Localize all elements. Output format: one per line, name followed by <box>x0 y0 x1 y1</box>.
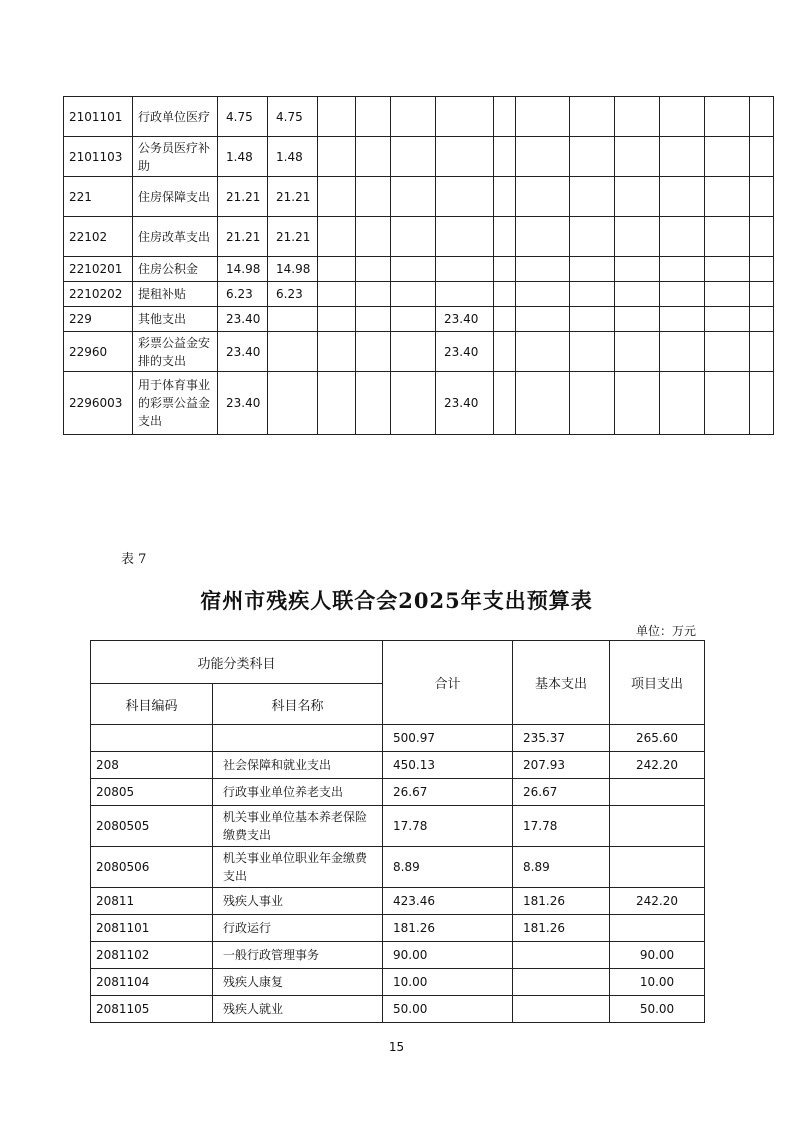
basic-value <box>513 942 610 969</box>
total-value: 17.78 <box>383 806 513 847</box>
project-value <box>610 806 705 847</box>
subject-name: 社会保障和就业支出 <box>213 752 383 779</box>
table-row <box>91 996 705 1023</box>
basic-value: 181.26 <box>513 888 610 915</box>
header-name: 科目名称 <box>213 684 383 725</box>
subject-code: 2210201 <box>64 257 133 282</box>
table-row <box>91 847 705 888</box>
total-value: 23.40 <box>218 332 268 372</box>
table-row <box>91 806 705 847</box>
project-value <box>610 847 705 888</box>
subject-code: 2081104 <box>91 969 213 996</box>
subject-code: 22102 <box>64 217 133 257</box>
subject-code: 2081101 <box>91 915 213 942</box>
subject-code: 2101103 <box>64 137 133 177</box>
header-total: 合计 <box>383 641 513 725</box>
subject-name: 行政事业单位养老支出 <box>213 779 383 806</box>
subject-name: 彩票公益金安排的支出 <box>133 332 218 372</box>
subject-code: 229 <box>64 307 133 332</box>
subject-name: 提租补贴 <box>133 282 218 307</box>
budget-table <box>90 640 705 1023</box>
subject-name: 住房保障支出 <box>133 177 218 217</box>
project-value <box>436 282 494 307</box>
total-value: 6.23 <box>218 282 268 307</box>
subject-code: 221 <box>64 177 133 217</box>
subject-code: 2080505 <box>91 806 213 847</box>
subject-code: 2101101 <box>64 97 133 137</box>
project-value: 242.20 <box>610 888 705 915</box>
basic-value: 1.48 <box>268 137 318 177</box>
table-row <box>64 307 774 332</box>
subject-code: 2081105 <box>91 996 213 1023</box>
project-value <box>436 177 494 217</box>
header-row <box>91 641 705 684</box>
basic-value: 4.75 <box>268 97 318 137</box>
table-row <box>91 725 705 752</box>
total-value: 90.00 <box>383 942 513 969</box>
project-value: 242.20 <box>610 752 705 779</box>
project-value <box>436 217 494 257</box>
basic-value: 207.93 <box>513 752 610 779</box>
project-value <box>436 257 494 282</box>
basic-value: 21.21 <box>268 177 318 217</box>
total-value: 423.46 <box>383 888 513 915</box>
total-value: 26.67 <box>383 779 513 806</box>
subject-name: 住房公积金 <box>133 257 218 282</box>
total-value: 4.75 <box>218 97 268 137</box>
project-value <box>436 97 494 137</box>
table-row <box>64 217 774 257</box>
basic-value: 8.89 <box>513 847 610 888</box>
subject-name <box>213 725 383 752</box>
basic-value: 14.98 <box>268 257 318 282</box>
table-row <box>91 969 705 996</box>
subject-code: 20805 <box>91 779 213 806</box>
subject-name: 机关事业单位职业年金缴费支出 <box>213 847 383 888</box>
total-value: 500.97 <box>383 725 513 752</box>
table-row <box>91 888 705 915</box>
basic-value: 21.21 <box>268 217 318 257</box>
project-value <box>436 137 494 177</box>
project-value <box>610 779 705 806</box>
subject-name: 残疾人康复 <box>213 969 383 996</box>
subject-name: 行政单位医疗 <box>133 97 218 137</box>
total-value: 1.48 <box>218 137 268 177</box>
subject-code: 2080506 <box>91 847 213 888</box>
subject-name: 残疾人就业 <box>213 996 383 1023</box>
subject-code: 2210202 <box>64 282 133 307</box>
subject-name: 住房改革支出 <box>133 217 218 257</box>
table-row <box>64 282 774 307</box>
subject-name: 公务员医疗补助 <box>133 137 218 177</box>
table-row <box>64 372 774 435</box>
project-value: 23.40 <box>436 372 494 435</box>
subject-code: 20811 <box>91 888 213 915</box>
basic-value <box>268 332 318 372</box>
header-project: 项目支出 <box>610 641 705 725</box>
total-value: 450.13 <box>383 752 513 779</box>
project-value: 23.40 <box>436 307 494 332</box>
page-title: 宿州市残疾人联合会2025年支出预算表 <box>200 588 593 613</box>
subject-code <box>91 725 213 752</box>
continued-expenditure-table <box>63 96 774 435</box>
subject-code: 2081102 <box>91 942 213 969</box>
project-value: 90.00 <box>610 942 705 969</box>
table-row <box>64 332 774 372</box>
table-row <box>91 915 705 942</box>
subject-code: 22960 <box>64 332 133 372</box>
subject-name: 用于体育事业的彩票公益金支出 <box>133 372 218 435</box>
header-function-category: 功能分类科目 <box>91 641 383 684</box>
subject-name: 其他支出 <box>133 307 218 332</box>
header-basic: 基本支出 <box>513 641 610 725</box>
table-row <box>64 177 774 217</box>
subject-name: 残疾人事业 <box>213 888 383 915</box>
project-value <box>610 915 705 942</box>
header-code: 科目编码 <box>91 684 213 725</box>
basic-value: 235.37 <box>513 725 610 752</box>
project-value: 265.60 <box>610 725 705 752</box>
total-value: 10.00 <box>383 969 513 996</box>
table-row <box>91 752 705 779</box>
total-value: 23.40 <box>218 307 268 332</box>
page-number: 15 <box>388 1040 405 1054</box>
total-value: 8.89 <box>383 847 513 888</box>
total-value: 181.26 <box>383 915 513 942</box>
basic-value <box>268 372 318 435</box>
table-label: 表 7 <box>121 552 147 567</box>
project-value: 10.00 <box>610 969 705 996</box>
table-row <box>64 137 774 177</box>
basic-value <box>513 996 610 1023</box>
subject-code: 208 <box>91 752 213 779</box>
table-row <box>91 942 705 969</box>
subject-name: 一般行政管理事务 <box>213 942 383 969</box>
project-value: 23.40 <box>436 332 494 372</box>
total-value: 50.00 <box>383 996 513 1023</box>
subject-code: 2296003 <box>64 372 133 435</box>
table-row <box>64 257 774 282</box>
basic-value <box>513 969 610 996</box>
subject-name: 行政运行 <box>213 915 383 942</box>
total-value: 21.21 <box>218 217 268 257</box>
project-value: 50.00 <box>610 996 705 1023</box>
total-value: 21.21 <box>218 177 268 217</box>
basic-value: 6.23 <box>268 282 318 307</box>
table-row <box>91 779 705 806</box>
basic-value: 26.67 <box>513 779 610 806</box>
table-row <box>64 97 774 137</box>
total-value: 23.40 <box>218 372 268 435</box>
basic-value <box>268 307 318 332</box>
basic-value: 181.26 <box>513 915 610 942</box>
unit-note: 单位：万元 <box>635 624 696 638</box>
basic-value: 17.78 <box>513 806 610 847</box>
total-value: 14.98 <box>218 257 268 282</box>
subject-name: 机关事业单位基本养老保险缴费支出 <box>213 806 383 847</box>
